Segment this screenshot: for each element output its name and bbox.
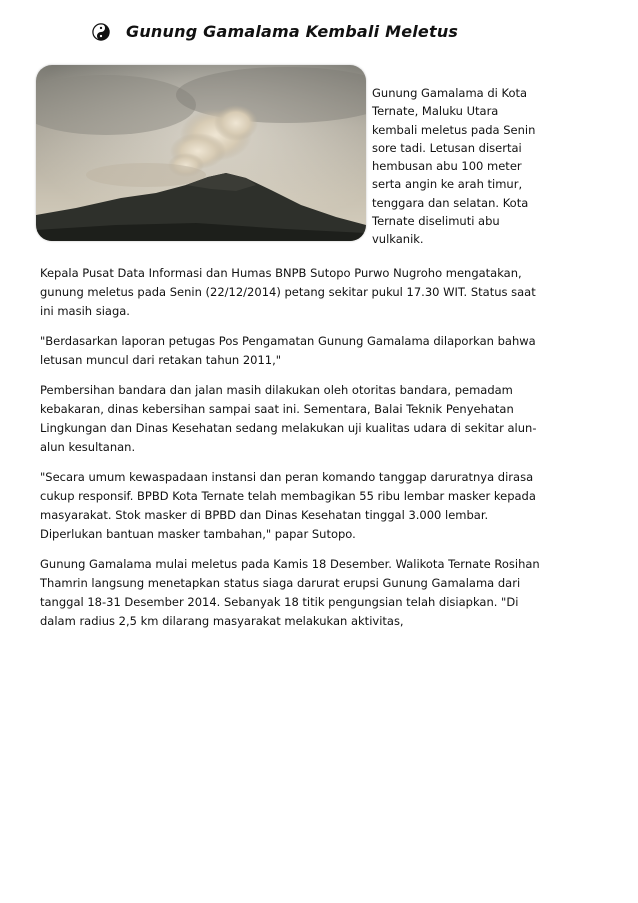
paragraph-line: alun kesultanan.	[40, 440, 136, 454]
paragraph	[40, 468, 580, 544]
title-row	[92, 22, 458, 41]
caption-line: kembali meletus pada Senin	[372, 122, 536, 137]
yin-yang-icon	[92, 23, 110, 41]
paragraph-line: "Secara umum kewaspadaan instansi dan peran komando tanggap daruratnya dirasa	[40, 470, 534, 484]
paragraph-line: Diperlukan bantuan masker tambahan," papar Sutopo.	[40, 527, 356, 541]
paragraph	[40, 264, 580, 321]
caption-line: Ternate, Maluku Utara	[372, 104, 499, 119]
paragraph-line: Thamrin langsung menetapkan status siaga darurat erupsi Gunung Gamalama dari	[40, 576, 521, 590]
article-body	[40, 264, 580, 642]
paragraph-line: Lingkungan dan Dinas Kesehatan sedang melakukan uji kualitas udara di sekitar alun-	[40, 421, 537, 435]
caption-line: tenggara dan selatan. Kota	[372, 195, 529, 210]
paragraph-line: Gunung Gamalama mulai meletus pada Kamis 18 Desember. Walikota Ternate Rosihan	[40, 557, 540, 571]
paragraph-line: Kepala Pusat Data Informasi dan Humas BNPB Sutopo Purwo Nugroho mengatakan,	[40, 266, 522, 280]
paragraph	[40, 555, 580, 631]
paragraph-line: "Berdasarkan laporan petugas Pos Pengamatan Gunung Gamalama dilaporkan bahwa	[40, 334, 536, 348]
caption-line: hembusan abu 100 meter	[372, 159, 522, 174]
paragraph	[40, 381, 580, 457]
paragraph-line: cukup responsif. BPBD Kota Ternate telah membagikan 55 ribu lembar masker kepada	[40, 489, 536, 503]
paragraph-line: dalam radius 2,5 km dilarang masyarakat melakukan aktivitas,	[40, 614, 404, 628]
paragraph-line: letusan muncul dari retakan tahun 2011,"	[40, 353, 282, 367]
photo-caption	[372, 84, 562, 249]
caption-line: Ternate diselimuti abu	[372, 214, 500, 229]
page-title: Gunung Gamalama Kembali Meletus	[126, 22, 459, 41]
paragraph-line: kebakaran, dinas kebersihan sampai saat ini. Sementara, Balai Teknik Penyehatan	[40, 402, 514, 416]
caption-line: sore tadi. Letusan disertai	[372, 140, 522, 155]
paragraph-line: Pembersihan bandara dan jalan masih dilakukan oleh otoritas bandara, pemadam	[40, 383, 513, 397]
paragraph-line: masyarakat. Stok masker di BPBD dan Dinas Kesehatan tinggal 3.000 lembar.	[40, 508, 489, 522]
volcano-eruption-photo	[36, 65, 366, 241]
paragraph-line: gunung meletus pada Senin (22/12/2014) petang sekitar pukul 17.30 WIT. Status saat	[40, 285, 536, 299]
paragraph-line: tanggal 18-31 Desember 2014. Sebanyak 18 titik pengungsian telah disiapkan. "Di	[40, 595, 519, 609]
paragraph-line: ini masih siaga.	[40, 304, 130, 318]
paragraph	[40, 332, 580, 370]
caption-line: serta angin ke arah timur,	[372, 177, 523, 192]
caption-line: Gunung Gamalama di Kota	[372, 86, 528, 100]
caption-line: vulkanik.	[372, 232, 424, 247]
